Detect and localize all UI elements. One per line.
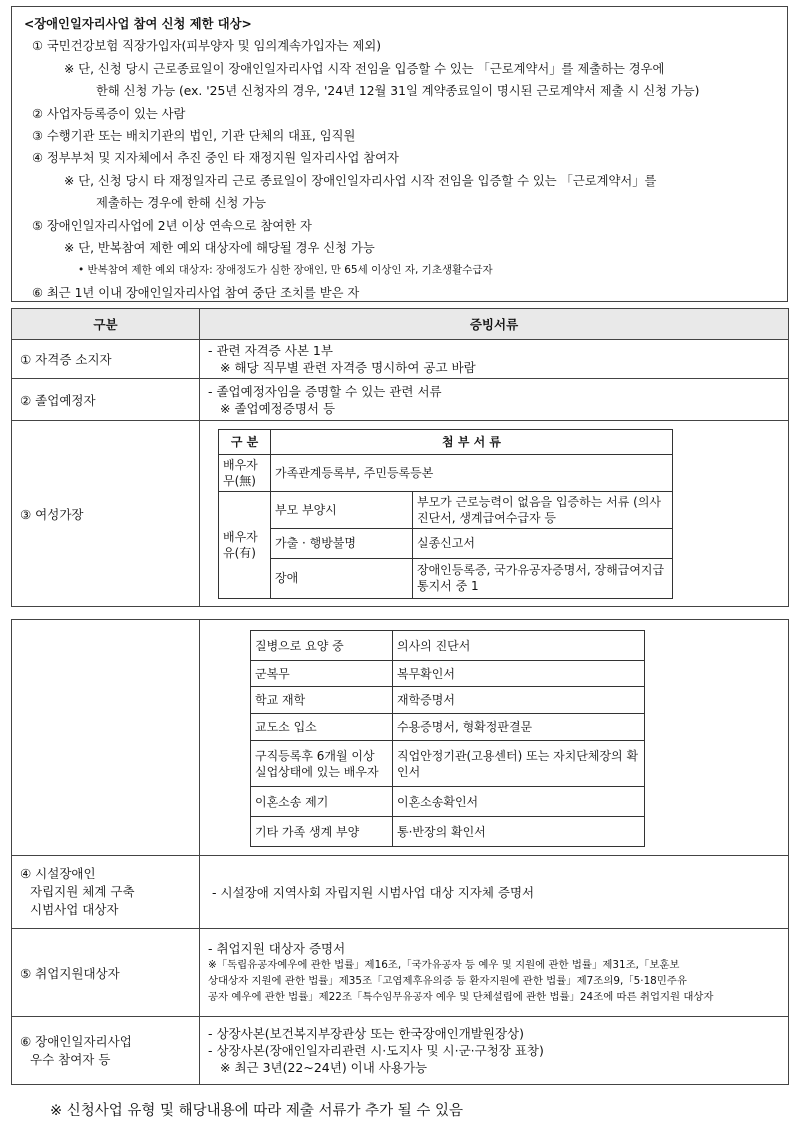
restriction-note-cont: 한해 신청 가능 (ex. '25년 신청자의 경우, '24년 12월 31일 계약종료일이 명시된 근로계약서 제출 시 신청 가능) xyxy=(96,84,700,99)
reason-cell: 가출 · 행방불명 xyxy=(271,528,413,558)
row-docs xyxy=(200,1017,789,1085)
reason-cell: 질병으로 요양 중 xyxy=(251,631,393,661)
inner-header-category: 구 분 xyxy=(219,429,271,454)
reason-doc: 부모가 근로능력이 없음을 입증하는 서류 (의사진단서, 생계급여수급자 등 xyxy=(413,491,673,528)
reason-cell: 장애 xyxy=(271,558,413,598)
reason-doc: 실종신고서 xyxy=(413,528,673,558)
reason-doc: 의사의 진단서 xyxy=(393,631,645,661)
inner-header-row xyxy=(219,429,673,454)
restriction-item: ⑥ 최근 1년 이내 장애인일자리사업 참여 중단 조치를 받은 자 xyxy=(32,285,360,300)
inner-row xyxy=(251,631,645,661)
inner-row xyxy=(219,528,673,558)
doc-line: - 취업지원 대상자 증명서 xyxy=(208,941,346,956)
row-docs xyxy=(200,379,789,421)
doc-line: - 관련 자격증 사본 1부 xyxy=(208,343,333,358)
table-row xyxy=(12,421,789,607)
reason-cell: 학교 재학 xyxy=(251,687,393,714)
restriction-note-cont: 제출하는 경우에 한해 신청 가능 xyxy=(96,196,267,211)
inner-row xyxy=(219,491,673,528)
inner-row xyxy=(251,714,645,741)
doc-note: ※「독립유공자예우에 관한 법률」제16조,「국가유공자 등 예우 및 지원에 관한 법률」제31조,「보훈보 xyxy=(208,959,680,971)
reason-cell: 부모 부양시 xyxy=(271,491,413,528)
doc-line: - 상장사본(보건복지부장관상 또는 한국장애인개발원장상) xyxy=(208,1026,524,1041)
category-line: 시범사업 대상자 xyxy=(30,902,119,917)
inner-row xyxy=(219,558,673,598)
restriction-item: ① 국민건강보험 직장가입자(피부양자 및 임의계속가입자는 제외) xyxy=(32,39,382,54)
restriction-item: ② 사업자등록증이 있는 사람 xyxy=(32,106,186,121)
row-category: ② 졸업예정자 xyxy=(12,379,200,421)
restriction-title: <장애인일자리사업 참여 신청 제한 대상> xyxy=(24,17,252,31)
reason-cell: 구직등록후 6개월 이상 실업상태에 있는 배우자 xyxy=(251,741,393,787)
table-row xyxy=(12,620,789,856)
restriction-exception: • 반복참여 제한 예외 대상자: 장애정도가 심한 장애인, 만 65세 이상인 자, 기초생활수급자 xyxy=(78,264,493,277)
reason-cell: 교도소 입소 xyxy=(251,714,393,741)
category-line: ⑥ 장애인일자리사업 xyxy=(20,1033,132,1049)
inner-header-documents: 첨 부 서 류 xyxy=(271,429,673,454)
row-category: ① 자격증 소지자 xyxy=(12,340,200,379)
table-row xyxy=(12,379,789,421)
doc-line: - 상장사본(장애인일자리관련 시·도지사 및 시·군·구청장 표창) xyxy=(208,1043,544,1058)
restriction-note: ※ 단, 반복참여 제한 예외 대상자에 해당될 경우 신청 가능 xyxy=(64,241,375,256)
row-docs xyxy=(200,340,789,379)
reason-doc: 직업안정기관(고용센터) 또는 자치단체장의 확인서 xyxy=(393,741,645,787)
doc-note: 공자 예우에 관한 법률」제22조「특수임무유공자 예우 및 단체설립에 관한 법률」24조에 따른 취업지원 대상자 xyxy=(208,991,714,1003)
inner-row xyxy=(251,661,645,687)
female-head-inner-table-cont xyxy=(250,630,645,847)
doc-note: ※ 최근 3년(22~24년) 이내 사용가능 xyxy=(220,1060,428,1075)
reason-cell: 군복무 xyxy=(251,661,393,687)
doc-note: ※ 졸업예정증명서 등 xyxy=(220,400,336,416)
table-row xyxy=(12,929,789,1017)
reason-cell: 이혼소송 제기 xyxy=(251,787,393,817)
row-category xyxy=(12,1017,200,1085)
table-header-row xyxy=(12,309,789,340)
female-head-inner-table xyxy=(218,429,673,599)
reason-doc: 이혼소송확인서 xyxy=(393,787,645,817)
documents-table-part1 xyxy=(11,308,789,607)
restriction-box xyxy=(11,6,788,302)
table-row xyxy=(12,1017,789,1085)
category-line: 우수 참여자 등 xyxy=(30,1051,111,1067)
restriction-note: ※ 단, 신청 당시 근로종료일이 장애인일자리사업 시작 전임을 입증할 수 있는 「근로계약서」를 제출하는 경우에 xyxy=(64,61,665,76)
reason-cell: 기타 가족 생계 부양 xyxy=(251,817,393,847)
inner-row xyxy=(251,741,645,787)
reason-doc: 장애인등록증, 국가유공자증명서, 장해급여지급통지서 중 1 xyxy=(413,558,673,598)
reason-doc: 복무확인서 xyxy=(393,661,645,687)
inner-row xyxy=(219,454,673,491)
documents-table-part2 xyxy=(11,619,789,1085)
reason-doc: 수용증명서, 형확정판결문 xyxy=(393,714,645,741)
restriction-item: ⑤ 장애인일자리사업에 2년 이상 연속으로 참여한 자 xyxy=(32,218,312,233)
row-category: ③ 여성가장 xyxy=(12,421,200,607)
row-category-empty xyxy=(12,620,200,856)
doc-line: - 졸업예정자임을 증명할 수 있는 관련 서류 xyxy=(208,383,442,399)
restriction-item: ③ 수행기관 또는 배치기관의 법인, 기관 단체의 대표, 임직원 xyxy=(32,129,356,144)
header-category: 구분 xyxy=(12,309,200,340)
reason-doc: 재학증명서 xyxy=(393,687,645,714)
no-spouse-doc: 가족관계등록부, 주민등록등본 xyxy=(271,454,673,491)
table-row xyxy=(12,856,789,929)
table-row xyxy=(12,340,789,379)
row-docs xyxy=(200,421,789,607)
row-docs xyxy=(200,620,789,856)
doc-line: - 시설장애 지역사회 자립지원 시범사업 대상 지자체 증명서 xyxy=(212,884,535,900)
footer-note: ※ 신청사업 유형 및 해당내용에 따라 제출 서류가 추가 될 수 있음 xyxy=(50,1103,464,1119)
restriction-note: ※ 단, 신청 당시 타 재정일자리 근로 종료일이 장애인일자리사업 시작 전임을 입증할 수 있는 「근로계약서」를 xyxy=(64,173,657,188)
doc-note: 상대상자 지원에 관한 법률」제35조「고엽제후유의증 등 환자지원에 관한 법률」제7조의9,「5·18민주유 xyxy=(208,975,687,987)
inner-row xyxy=(251,817,645,847)
row-docs xyxy=(200,929,789,1017)
inner-row xyxy=(251,687,645,714)
doc-note: ※ 해당 직무별 관련 자격증 명시하여 공고 바람 xyxy=(220,360,476,375)
restriction-item: ④ 정부부처 및 지자체에서 추진 중인 타 재정지원 일자리사업 참여자 xyxy=(32,151,399,166)
row-category xyxy=(12,856,200,929)
no-spouse-label: 배우자 무(無) xyxy=(219,454,271,491)
category-line: 자립지원 체계 구축 xyxy=(30,884,135,899)
row-category: ⑤ 취업지원대상자 xyxy=(12,929,200,1017)
inner-row xyxy=(251,787,645,817)
has-spouse-label: 배우자 유(有) xyxy=(219,491,271,598)
header-documents: 증빙서류 xyxy=(200,309,789,340)
category-line: ④ 시설장애인 xyxy=(20,866,96,881)
row-docs xyxy=(200,856,789,929)
reason-doc: 통·반장의 확인서 xyxy=(393,817,645,847)
